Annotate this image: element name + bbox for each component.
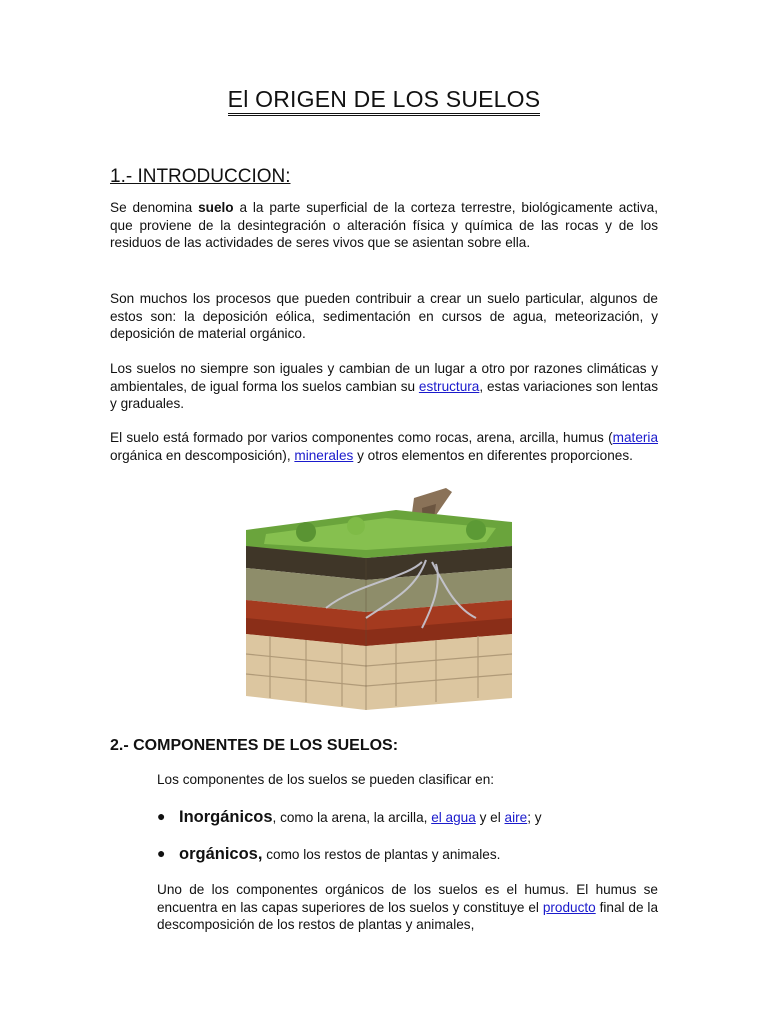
link-producto[interactable]: producto bbox=[542, 899, 596, 915]
document-page: El ORIGEN DE LOS SUELOS 1.- INTRODUCCION: Se denomina suelo a la parte superficial de la corteza terrestre, biológicamente activa, que proviene de la desintegración o alteración física y química de las rocas y de los residuos de las actividades de seres vivos que se asientan sobre ella. Son muchos los procesos que pueden contribuir a crear un suelo particular, algunos de estos son: la deposición eólica, sedimentación en cursos de agua, meteorización, y deposición de material orgánico. Los suelos no siempre son iguales y cambian de un lugar a otro por razones climáticas y ambientales, de igual forma los suelos cambian su estructura, estas variaciones son lentas y graduales. El suelo está formado por varios componentes como rocas, arena, arcilla, humus (materia orgánica en descomposición), minerales y otros elementos en diferentes proporciones. 2.- COMPONENTES DE LOS SUELOS: Los componentes de los suelos se pueden clasificar en: ● Inorgánicos, como la arena, la arcilla, el agua y el aire; y ● orgánicos, como los restos de plantas y animales. Uno de los componentes orgánicos de los suelos es el humus. El humus se encuentra en las capas superiores de los suelos y constituye el producto final de la descomposición de los restos de plantas y animales, bbox=[0, 0, 768, 1024]
link-estructura[interactable]: estructura bbox=[418, 378, 480, 394]
components-intro: Los componentes de los suelos se pueden clasificar en: bbox=[157, 772, 495, 787]
section-1-heading: 1.- INTRODUCCION: bbox=[110, 166, 291, 187]
link-materia[interactable]: materia bbox=[612, 430, 658, 445]
page-title: El ORIGEN DE LOS SUELOS bbox=[0, 86, 768, 113]
soil-profile-illustration bbox=[246, 488, 512, 710]
bold-term-suelo: suelo bbox=[198, 200, 234, 215]
paragraph-variation: Los suelos no siempre son iguales y cambian de un lugar a otro por razones climáticas y ambientales, de igual forma los suelos cambian su estructura, estas variaciones son lentas y graduales. bbox=[110, 361, 658, 411]
paragraph-components: El suelo está formado por varios componentes como rocas, arena, arcilla, humus (materia orgánica en descomposición), minerales y otros elementos en diferentes proporciones. bbox=[110, 430, 658, 463]
link-aire[interactable]: aire bbox=[504, 810, 528, 825]
paragraph-humus: Uno de los componentes orgánicos de los suelos es el humus. El humus se encuentra en las capas superiores de los suelos y constituye el producto final de la descomposición de los restos de plantas y animales, bbox=[157, 882, 659, 932]
bullet-dot-icon: ● bbox=[157, 808, 166, 824]
paragraph-processes: Son muchos los procesos que pueden contribuir a crear un suelo particular, algunos de estos son: la deposición eólica, sedimentación en cursos de agua, meteorización, y deposición de material orgánico. bbox=[110, 291, 658, 341]
bullet-dot-icon: ● bbox=[157, 845, 166, 861]
link-minerales[interactable]: minerales bbox=[294, 447, 354, 463]
section-2-heading: 2.- COMPONENTES DE LOS SUELOS: bbox=[110, 737, 399, 754]
link-el-agua[interactable]: el agua bbox=[431, 810, 476, 825]
paragraph-suelo-definition: Se denomina suelo a la parte superficial de la corteza terrestre, biológicamente activa, que proviene de la desintegración o alteración física y química de las rocas y de los residuos de las actividades de seres vivos que se asientan sobre ella. bbox=[110, 200, 658, 250]
